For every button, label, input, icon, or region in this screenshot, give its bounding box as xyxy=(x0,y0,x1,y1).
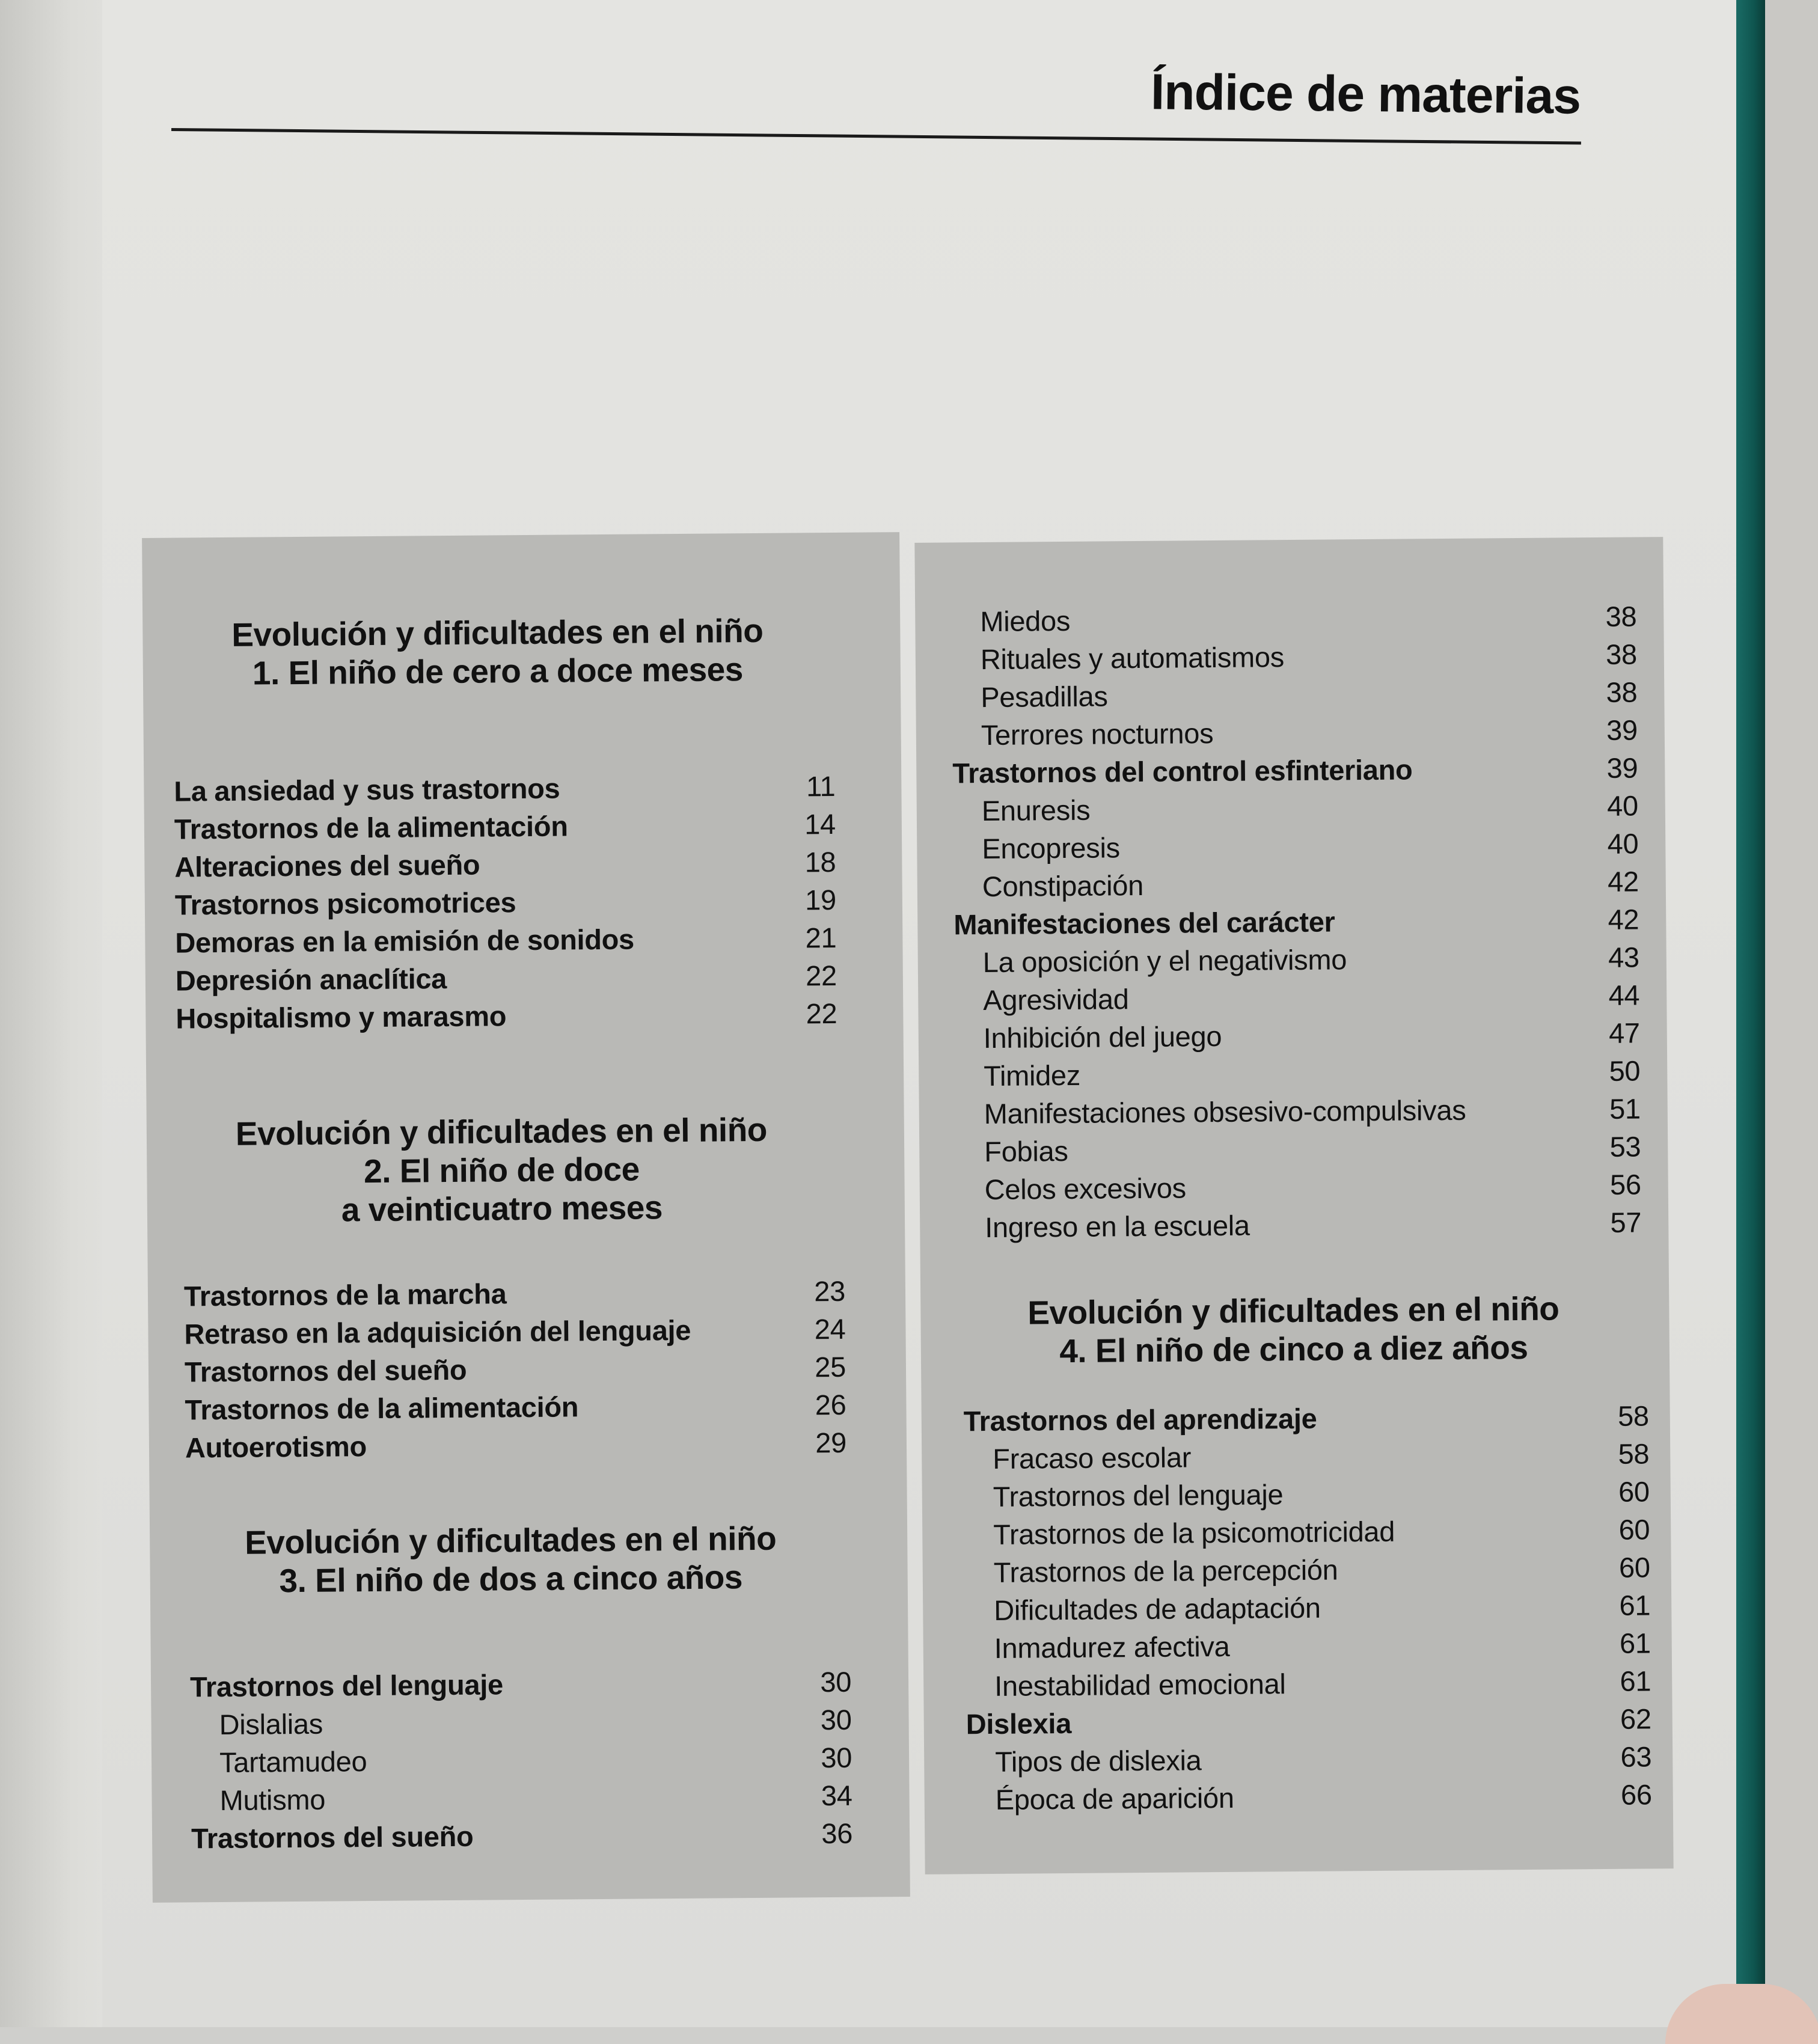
section-heading-4: Evolución y dificultades en el niño 4. El niño de cinco a diez años xyxy=(1027,1290,1559,1370)
toc-entry[interactable]: Depresión anaclítica 22 xyxy=(175,959,837,997)
toc-subentry[interactable]: Enuresis 40 xyxy=(981,789,1638,827)
toc-subentry[interactable]: Rituales y automatismos 38 xyxy=(980,638,1638,676)
toc-panel-right xyxy=(914,537,1673,1874)
toc-entry[interactable]: Trastornos de la marcha 23 xyxy=(183,1274,846,1312)
toc-subentry[interactable]: Pesadillas 38 xyxy=(981,676,1638,714)
book-cover-edge xyxy=(1736,0,1765,1984)
toc-subentry[interactable]: La oposición y el negativismo 43 xyxy=(982,941,1639,979)
toc-entry[interactable]: Trastornos del sueño 36 xyxy=(191,1817,853,1855)
toc-entry[interactable]: Trastornos del aprendizaje 58 xyxy=(963,1400,1649,1437)
toc-subentry[interactable]: Agresividad 44 xyxy=(983,979,1640,1017)
toc-entry[interactable]: Manifestaciones del carácter 42 xyxy=(953,903,1639,941)
toc-entry[interactable]: Retraso en la adquisición del lenguaje 24 xyxy=(184,1312,846,1350)
toc-entry[interactable]: Autoerotismo 29 xyxy=(185,1426,847,1464)
toc-entry[interactable]: Dislexia 62 xyxy=(966,1703,1651,1740)
page-title: Índice de materias xyxy=(1150,63,1581,124)
toc-entry[interactable]: Hospitalismo y marasmo 22 xyxy=(176,997,837,1035)
toc-subentry[interactable]: Trastornos de la psicomotricidad 60 xyxy=(993,1513,1650,1550)
toc-subentry[interactable]: Dificultades de adaptación 61 xyxy=(994,1589,1651,1626)
toc-subentry[interactable]: Inhibición del juego 47 xyxy=(983,1017,1640,1054)
toc-subentry[interactable]: Fracaso escolar 58 xyxy=(993,1437,1650,1475)
toc-subentry[interactable]: Terrores nocturnos 39 xyxy=(981,714,1638,751)
toc-subentry[interactable]: Tartamudeo 30 xyxy=(219,1741,852,1779)
toc-subentry[interactable]: Trastornos de la percepción 60 xyxy=(993,1551,1650,1588)
toc-subentry[interactable]: Época de aparición 66 xyxy=(995,1778,1652,1816)
toc-subentry[interactable]: Celos excesivos 56 xyxy=(984,1168,1641,1206)
toc-list-section-1 xyxy=(174,767,837,1038)
background-surface xyxy=(1765,0,1818,2027)
toc-list-section-2 xyxy=(184,1272,846,1467)
toc-entry[interactable]: Trastornos del lenguaje 30 xyxy=(189,1665,852,1703)
toc-panel-left xyxy=(142,532,910,1903)
toc-list-section-4 xyxy=(964,1397,1652,1819)
toc-subentry[interactable]: Miedos 38 xyxy=(980,600,1637,638)
toc-subentry[interactable]: Manifestaciones obsesivo-compulsivas 51 xyxy=(984,1092,1641,1130)
toc-subentry[interactable]: Trastornos del lenguaje 60 xyxy=(993,1475,1650,1513)
section-heading-2: Evolución y dificultades en el niño 2. El niño de doce a veinticuatro meses xyxy=(235,1110,768,1229)
toc-subentry[interactable]: Tipos de dislexia 63 xyxy=(995,1740,1652,1778)
toc-subentry[interactable]: Inmadurez afectiva 61 xyxy=(994,1627,1651,1664)
section-heading-1: Evolución y dificultades en el niño 1. El niño de cero a doce meses xyxy=(231,611,764,692)
toc-subentry[interactable]: Constipación 42 xyxy=(982,865,1639,903)
toc-subentry[interactable]: Encopresis 40 xyxy=(982,827,1639,865)
toc-subentry[interactable]: Fobias 53 xyxy=(984,1130,1641,1168)
toc-subentry[interactable]: Timidez 50 xyxy=(984,1054,1641,1092)
toc-entry[interactable]: Trastornos de la alimentación 14 xyxy=(174,807,836,845)
toc-subentry[interactable]: Ingreso en la escuela 57 xyxy=(985,1206,1642,1244)
toc-entry[interactable]: Trastornos de la alimentación 26 xyxy=(185,1388,846,1426)
toc-entry[interactable]: Trastornos psicomotrices 19 xyxy=(174,883,837,921)
toc-subentry[interactable]: Inestabilidad emocional 61 xyxy=(994,1665,1651,1702)
section-heading-3: Evolución y dificultades en el niño 3. El niño de dos a cinco años xyxy=(244,1519,777,1600)
toc-list-section-3b xyxy=(951,597,1641,1246)
toc-entry[interactable]: Demoras en la emisión de sonidos 21 xyxy=(175,921,837,959)
toc-entry[interactable]: Alteraciones del sueño 18 xyxy=(174,845,836,883)
toc-subentry[interactable]: Mutismo 34 xyxy=(219,1779,852,1817)
toc-entry[interactable]: Trastornos del control esfinteriano 39 xyxy=(952,751,1638,789)
toc-subentry[interactable]: Dislalias 30 xyxy=(219,1703,852,1741)
toc-entry[interactable]: Trastornos del sueño 25 xyxy=(184,1350,846,1388)
toc-entry[interactable]: La ansiedad y sus trastornos 11 xyxy=(174,770,836,807)
toc-list-section-3a xyxy=(190,1663,852,1858)
